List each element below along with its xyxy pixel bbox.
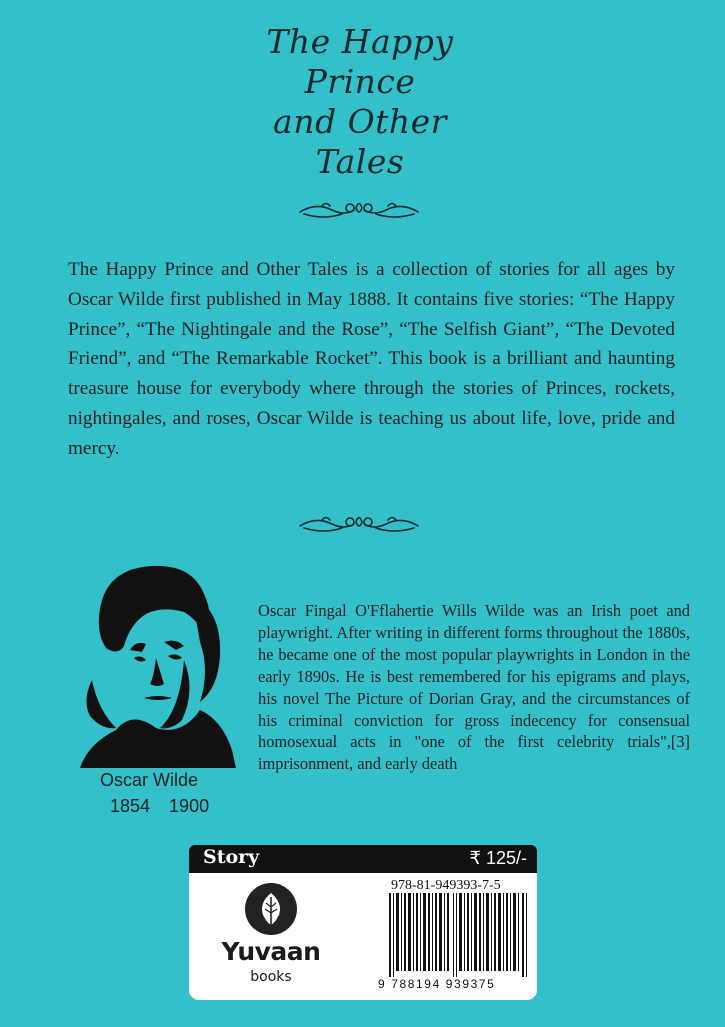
publisher-logo bbox=[245, 883, 297, 935]
title-line-1: The Happy bbox=[266, 22, 454, 61]
leaf-icon bbox=[245, 883, 297, 935]
publisher-sub: books bbox=[250, 969, 292, 985]
title-line-4: Tales bbox=[315, 142, 405, 181]
author-bio: Oscar Fingal O'Fflahertie Wills Wilde was an Irish poet and playwright. After writing in different forms throughout the 1880s, he became one of the most popular playwrights in London in the early 1890s. He is best remembered for his epigrams and plays, his novel The Picture of Dorian Gray, and the circumstances of his criminal conviction for gross indecency for consensual homosexual acts in "one of the first celebrity trials",[3] imprisonment, and early death bbox=[258, 601, 690, 774]
isbn-number: 978-81-949393-7-5 bbox=[391, 878, 501, 893]
title-line-3: and Other bbox=[273, 102, 447, 141]
flourish-ornament-icon bbox=[298, 510, 420, 538]
price-label: ₹ 125/- bbox=[469, 848, 527, 868]
publisher-name: Yuvaan bbox=[221, 937, 321, 966]
genre-price-bar bbox=[189, 845, 537, 873]
book-description: The Happy Prince and Other Tales is a collection of stories for all ages by Oscar Wilde first published in May 1888. It contains five stories: “The Happy Prince”, “The Nightingale and the Rose”, “The Selfish Giant”, “The Devoted Friend”, and “The Remarkable Rocket”. This book is a brilliant and haunting treasure house for everybody where through the stories of Princes, rockets, nightingales, and roses, Oscar Wilde is teaching us about life, love, pride and mercy. bbox=[68, 259, 675, 459]
flourish-ornament-icon bbox=[298, 196, 420, 222]
title-line-2: Prince bbox=[304, 62, 416, 101]
author-portrait bbox=[72, 560, 244, 768]
author-name: Oscar Wilde bbox=[100, 770, 199, 790]
publisher-barcode-card bbox=[189, 873, 537, 1000]
genre-label: Story bbox=[203, 846, 260, 868]
barcode-digits: 9 788194 939375 bbox=[378, 977, 496, 991]
barcode bbox=[389, 893, 529, 977]
book-title bbox=[262, 22, 458, 182]
author-years: 1854 1900 bbox=[110, 796, 210, 816]
